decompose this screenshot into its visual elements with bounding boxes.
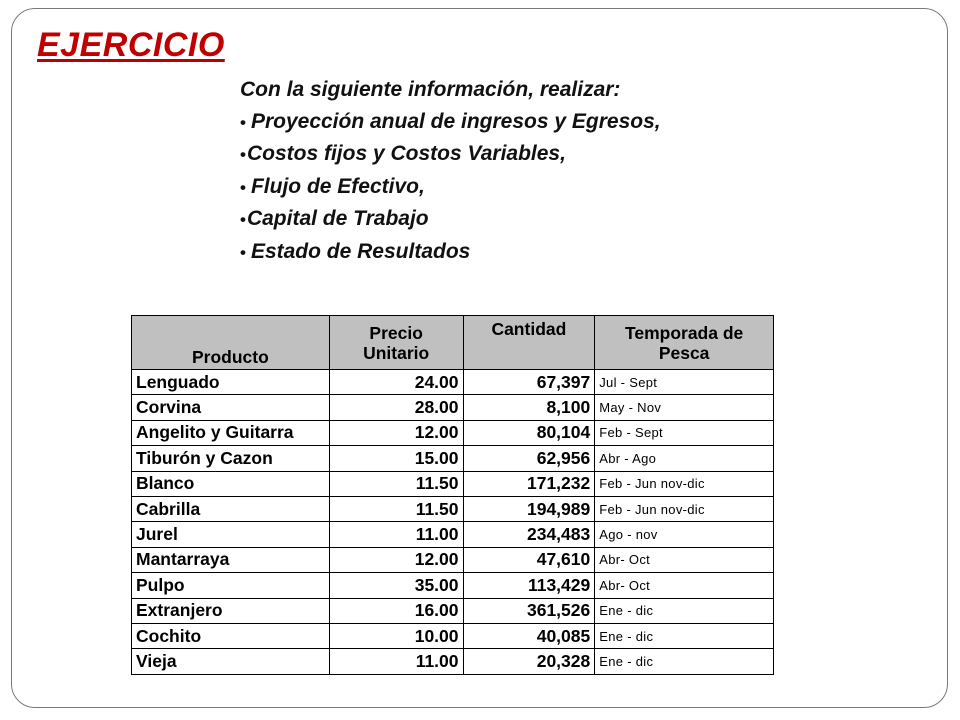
cell-price: 11.00	[329, 522, 463, 547]
task-item	[240, 236, 661, 269]
cell-price: 12.00	[329, 547, 463, 572]
cell-quantity: 62,956	[463, 446, 595, 471]
cell-quantity: 171,232	[463, 471, 595, 496]
cell-quantity: 361,526	[463, 598, 595, 623]
cell-product: Tiburón y Cazon	[132, 446, 330, 471]
task-text: Estado de Resultados	[250, 239, 471, 263]
cell-product: Lenguado	[132, 370, 330, 395]
header-product: Producto	[132, 316, 330, 370]
cell-quantity: 234,483	[463, 522, 595, 547]
header-fishing-season	[595, 316, 774, 370]
header-unit-price	[329, 316, 463, 370]
bullet-icon: •	[240, 177, 246, 197]
cell-price: 11.50	[329, 471, 463, 496]
task-text: Capital de Trabajo	[246, 207, 429, 230]
cell-quantity: 8,100	[463, 395, 595, 420]
cell-product: Blanco	[132, 471, 330, 496]
cell-product: Mantarraya	[132, 547, 330, 572]
task-item	[240, 203, 661, 236]
cell-season: Feb - Sept	[595, 420, 774, 445]
header-quantity: Cantidad	[463, 316, 595, 370]
table-row	[132, 395, 774, 420]
fish-products-table	[131, 315, 774, 675]
table-row	[132, 649, 774, 674]
table-row	[132, 623, 774, 648]
cell-price: 16.00	[329, 598, 463, 623]
cell-season: May - Nov	[595, 395, 774, 420]
table-row	[132, 471, 774, 496]
header-season-line1: Temporada de	[624, 322, 744, 343]
cell-quantity: 67,397	[463, 370, 595, 395]
task-item	[240, 171, 661, 204]
cell-season: Abr - Ago	[595, 446, 774, 471]
cell-product: Cochito	[132, 623, 330, 648]
bullet-icon: •	[240, 145, 246, 164]
cell-quantity: 194,989	[463, 496, 595, 521]
table-row	[132, 496, 774, 521]
table-row	[132, 522, 774, 547]
cell-price: 35.00	[329, 573, 463, 598]
table-row	[132, 446, 774, 471]
cell-price: 15.00	[329, 446, 463, 471]
cell-quantity: 113,429	[463, 573, 595, 598]
cell-price: 11.00	[329, 649, 463, 674]
cell-product: Cabrilla	[132, 496, 330, 521]
cell-product: Angelito y Guitarra	[132, 420, 330, 445]
table-header-row	[132, 316, 774, 370]
cell-price: 28.00	[329, 395, 463, 420]
task-item	[240, 138, 661, 171]
header-unit-price-line2: Unitario	[363, 342, 430, 363]
cell-season: Ene - dic	[595, 623, 774, 648]
table-row	[132, 370, 774, 395]
cell-quantity: 20,328	[463, 649, 595, 674]
task-text: Flujo de Efectivo,	[250, 174, 425, 198]
cell-price: 24.00	[329, 370, 463, 395]
cell-price: 12.00	[329, 420, 463, 445]
cell-season: Ago - nov	[595, 522, 774, 547]
cell-quantity: 80,104	[463, 420, 595, 445]
cell-season: Abr- Oct	[595, 573, 774, 598]
cell-product: Extranjero	[132, 598, 330, 623]
header-season-line2: Pesca	[658, 342, 710, 363]
cell-price: 11.50	[329, 496, 463, 521]
bullet-icon: •	[240, 242, 246, 262]
cell-season: Abr- Oct	[595, 547, 774, 572]
cell-product: Vieja	[132, 649, 330, 674]
task-text: Proyección anual de ingresos y Egresos,	[250, 109, 661, 133]
cell-season: Jul - Sept	[595, 370, 774, 395]
cell-product: Corvina	[132, 395, 330, 420]
bullet-icon: •	[240, 210, 246, 229]
table-row	[132, 573, 774, 598]
instructions-block	[240, 74, 661, 268]
task-text: Costos fijos y Costos Variables,	[246, 142, 566, 165]
cell-season: Feb - Jun nov-dic	[595, 496, 774, 521]
slide-title: EJERCICIO	[37, 26, 225, 64]
task-item	[240, 106, 661, 139]
instructions-intro: Con la siguiente información, realizar:	[240, 78, 621, 101]
table-row	[132, 547, 774, 572]
cell-price: 10.00	[329, 623, 463, 648]
cell-product: Jurel	[132, 522, 330, 547]
cell-quantity: 47,610	[463, 547, 595, 572]
cell-season: Ene - dic	[595, 649, 774, 674]
cell-season: Feb - Jun nov-dic	[595, 471, 774, 496]
bullet-icon: •	[240, 112, 246, 132]
table-row	[132, 420, 774, 445]
cell-season: Ene - dic	[595, 598, 774, 623]
cell-product: Pulpo	[132, 573, 330, 598]
cell-quantity: 40,085	[463, 623, 595, 648]
table-row	[132, 598, 774, 623]
header-unit-price-line1: Precio	[369, 322, 423, 343]
